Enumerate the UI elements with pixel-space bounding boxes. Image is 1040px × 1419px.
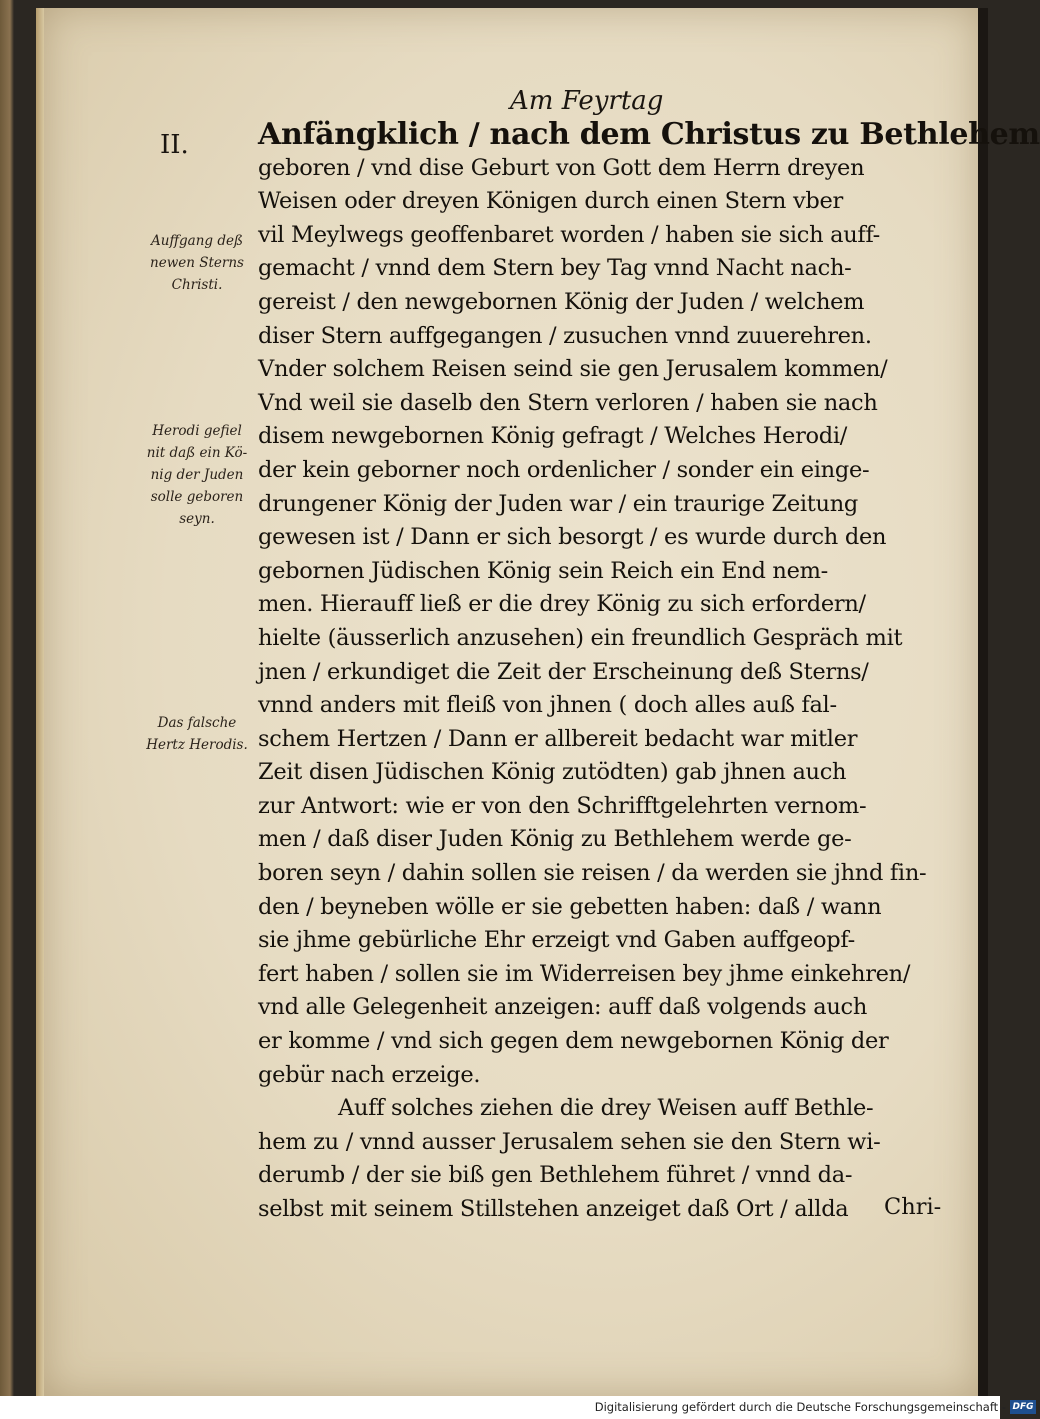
body-line: diser Stern auffgegangen / zusuchen vnnd zuuerehren. [258,322,872,349]
body-line: gemacht / vnnd dem Stern bey Tag vnnd Nacht nach- [258,255,852,282]
page-edge [36,8,44,1396]
body-line: Vnder solchem Reisen seind sie gen Jerusalem kommen/ [258,356,888,383]
body-line: vil Meylwegs geoffenbaret worden / haben sie sich auff- [258,221,880,248]
body-line: er komme / vnd sich gegen dem newgebornen König der [258,1028,889,1055]
body-text [258,117,1040,1227]
body-line: den / beyneben wölle er sie gebetten haben: daß / wann [258,893,882,920]
margin-note-line: nig der Juden [150,467,244,483]
dfg-logo: DFG [1010,1400,1036,1414]
body-line: hem zu / vnnd ausser Jerusalem sehen sie den Stern wi- [258,1128,881,1155]
body-line: vnd alle Gelegenheit anzeigen: auff daß volgends auch [258,994,868,1021]
margin-note-line: Hertz Herodis. [146,737,248,753]
body-line: sie jhme gebürliche Ehr erzeigt vnd Gaben auffgeopf- [258,927,855,954]
margin-note-line: nit daß ein Kö- [146,445,248,461]
body-line: jnen / erkundiget die Zeit der Erscheinung deß Sterns/ [258,658,869,685]
body-line: men / daß diser Juden König zu Bethlehem werde ge- [258,826,852,853]
body-line: schem Hertzen / Dann er allbereit bedacht war mitler [258,725,858,752]
body-line: gebornen Jüdischen König sein Reich ein End nem- [258,557,828,584]
catchword: Chri- [884,1194,942,1220]
body-line: Weisen oder dreyen Königen durch einen Stern vber [258,188,843,215]
body-line: der kein geborner noch ordenlicher / sonder ein einge- [258,456,870,483]
body-line: drungener König der Juden war / ein traurige Zeitung [258,490,859,517]
body-line: fert haben / sollen sie im Widerreisen bey jhme einkehren/ [258,960,911,987]
body-line: derumb / der sie biß gen Bethlehem führet / vnnd da- [258,1162,853,1189]
margin-note-line: solle geboren [150,489,244,505]
body-line: gereist / den newgebornen König der Juden / welchem [258,288,865,315]
body-line: Anfängklich / nach dem Christus zu Bethlehem [258,117,1040,152]
body-line: Vnd weil sie daselb den Stern verloren / haben sie nach [258,389,878,416]
body-line: selbst mit seinem Stillstehen anzeiget daß Ort / allda [258,1196,849,1222]
body-line: hielte (äusserlich anzusehen) ein freundlich Gespräch mit [258,624,903,651]
margin-note-false-heart [128,712,266,756]
margin-note-line: seyn. [179,511,215,527]
body-line: men. Hierauff ließ er die drey König zu sich erfordern/ [258,591,866,618]
margin-note-line: Herodi gefiel [152,423,242,439]
margin-note-herod [128,420,266,530]
footer-credit: Digitalisierung gefördert durch die Deutsche Forschungsgemeinschaft - [594,1400,1006,1414]
body-line: boren seyn / dahin sollen sie reisen / da werden sie jhnd fin- [258,860,927,887]
body-line: gebür nach erzeige. [258,1061,481,1088]
margin-note-line: Das falsche [157,715,237,731]
margin-note-line: newen Sterns [150,255,244,271]
body-line: Auff solches ziehen die drey Weisen auff Bethle- [338,1095,874,1122]
margin-note-line: Christi. [171,277,223,293]
body-line: gewesen ist / Dann er sich besorgt / es wurde durch den [258,524,887,551]
running-head: Am Feyrtag [510,86,664,116]
body-line: Zeit disen Jüdischen König zutödten) gab jhnen auch [258,759,847,786]
body-line: disem newgebornen König gefragt / Welches Herodi/ [258,423,848,450]
body-line: geboren / vnd dise Geburt von Gott dem Herrn dreyen [258,154,865,181]
section-number: II. [160,130,189,160]
margin-note-star [128,230,266,296]
margin-note-line: Auffgang deß [151,233,243,249]
body-line: vnnd anders mit fleiß von jhnen ( doch alles auß fal- [258,692,837,719]
body-line: zur Antwort: wie er von den Schrifftgelehrten vernom- [258,792,867,819]
